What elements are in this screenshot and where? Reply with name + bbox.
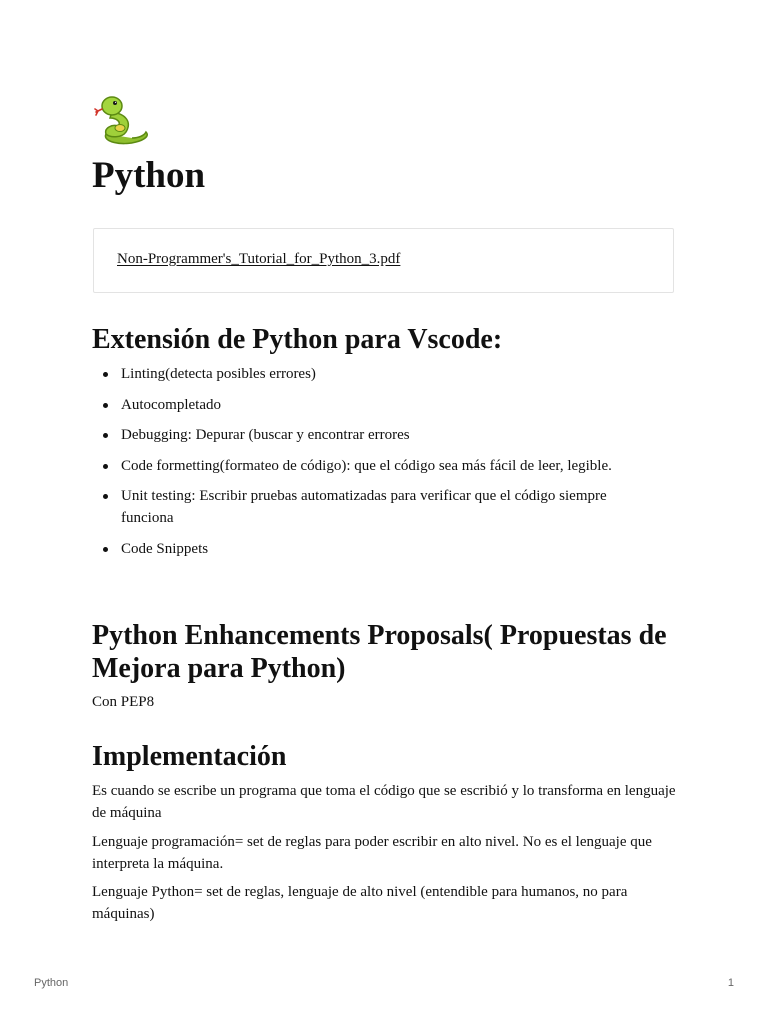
implementation-paragraph: Lenguaje programación= set de reglas para poder escribir en alto nivel. No es el lenguaje que interpreta la máquina.: [92, 834, 652, 872]
list-item: Autocompletado: [93, 394, 653, 416]
pep-text: Con PEP8: [92, 694, 155, 710]
list-item: Debugging: Depurar (buscar y encontrar errores: [93, 424, 653, 446]
snake-icon: [92, 92, 152, 148]
extension-heading: Extensión de Python para Vscode:: [92, 324, 503, 355]
page-title: Python: [92, 155, 206, 196]
page-number: 1: [727, 977, 734, 989]
implementation-paragraph: Lenguaje Python= set de reglas, lenguaje de alto nivel (entendible para humanos, no para máquinas): [92, 884, 628, 922]
pep-heading: Python Enhancements Proposals( Propuestas de Mejora para Python): [92, 620, 667, 684]
implementation-paragraph: Es cuando se escribe un programa que toma el código que se escribió y lo transforma en lenguaje de máquina: [92, 783, 676, 821]
pdf-file-link[interactable]: Non-Programmer's_Tutorial_for_Python_3.pdf: [117, 251, 401, 267]
list-item: Unit testing: Escribir pruebas automatizadas para verificar que el código siempre funciona: [93, 485, 653, 529]
list-item: Code Snippets: [93, 538, 653, 560]
attachment-block[interactable]: [93, 228, 674, 293]
list-item: Linting(detecta posibles errores): [93, 363, 653, 385]
extension-feature-list: [93, 363, 653, 569]
list-item: Code formetting(formateo de código): que el código sea más fácil de leer, legible.: [93, 455, 653, 477]
footer-title: Python: [34, 977, 69, 989]
implementation-heading: Implementación: [92, 741, 287, 772]
